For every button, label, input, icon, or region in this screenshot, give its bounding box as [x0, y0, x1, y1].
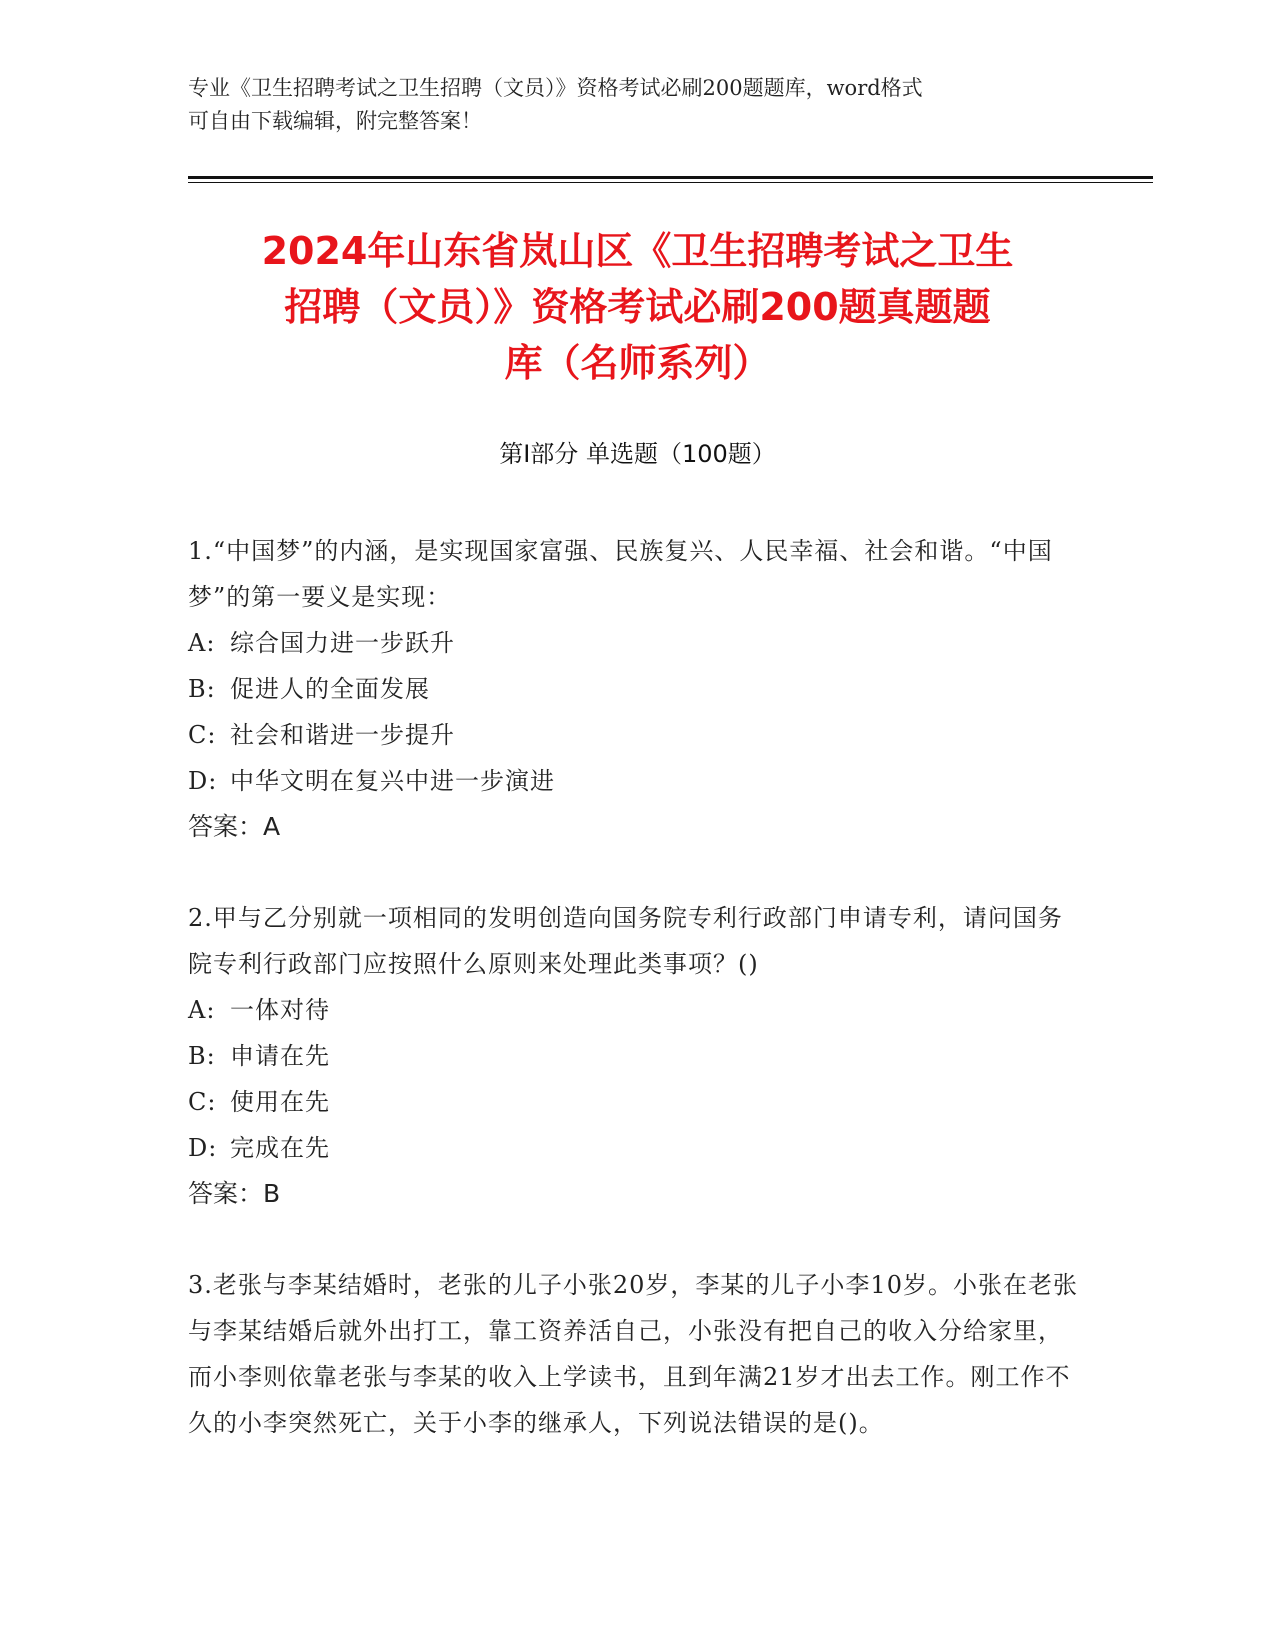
option-b	[188, 1033, 1078, 1079]
header-rule-thick	[188, 176, 1153, 179]
option-key: D:	[188, 767, 218, 795]
option-text: 申请在先	[230, 1042, 330, 1070]
header-note-line: 专业《卫生招聘考试之卫生招聘（文员）》资格考试必刷200题题库，word格式	[188, 76, 923, 100]
option-key: D:	[188, 1134, 218, 1162]
option-c	[188, 712, 1078, 758]
document-title	[180, 223, 1095, 391]
title-line: 招聘（文员）》资格考试必刷200题真题题	[284, 285, 991, 329]
question-stem: 3.老张与李某结婚时，老张的儿子小张20岁，李某的儿子小李10岁。小张在老张与李某结婚后就外出打工，靠工资养活自己，小张没有把自己的收入分给家里，而小李则依靠老张与李某的收入上学读书，且到年满21岁才出去工作。刚工作不久的小李突然死亡，关于小李的继承人，下列说法错误的是()。	[188, 1271, 1078, 1437]
header-rule-thin	[188, 182, 1153, 183]
option-a	[188, 620, 1078, 666]
option-key: C:	[188, 721, 217, 749]
option-text: 使用在先	[230, 1088, 330, 1116]
title-line: 库（名师系列）	[504, 341, 771, 385]
option-a	[188, 987, 1078, 1033]
question-list	[188, 528, 1078, 1491]
option-text: 社会和谐进一步提升	[230, 721, 455, 749]
question-stem: 2.甲与乙分别就一项相同的发明创造向国务院专利行政部门申请专利，请问国务院专利行政部门应按照什么原则来处理此类事项？()	[188, 904, 1063, 978]
question-2	[188, 895, 1078, 1217]
option-text: 促进人的全面发展	[230, 675, 430, 703]
option-b	[188, 666, 1078, 712]
section-title: 第Ⅰ部分 单选题（100题）	[499, 440, 776, 468]
title-line: 2024年山东省岚山区《卫生招聘考试之卫生	[261, 229, 1014, 273]
header-note	[188, 72, 1088, 138]
header-note-line: 可自由下载编辑，附完整答案！	[188, 109, 482, 133]
option-key: B:	[188, 1042, 216, 1070]
question-stem: 1.“中国梦”的内涵，是实现国家富强、民族复兴、人民幸福、社会和谐。“中国梦”的第一要义是实现：	[188, 537, 1053, 611]
option-d	[188, 1125, 1078, 1171]
option-text: 中华文明在复兴中进一步演进	[230, 767, 555, 795]
answer-label: 答案：A	[188, 812, 281, 841]
question-1	[188, 528, 1078, 850]
option-key: A:	[188, 629, 216, 657]
option-text: 完成在先	[230, 1134, 330, 1162]
option-key: A:	[188, 996, 216, 1024]
answer-label: 答案：B	[188, 1179, 281, 1208]
option-key: C:	[188, 1088, 217, 1116]
option-key: B:	[188, 675, 216, 703]
option-text: 综合国力进一步跃升	[230, 629, 455, 657]
option-c	[188, 1079, 1078, 1125]
question-3	[188, 1262, 1078, 1446]
option-text: 一体对待	[230, 996, 330, 1024]
option-d	[188, 758, 1078, 804]
